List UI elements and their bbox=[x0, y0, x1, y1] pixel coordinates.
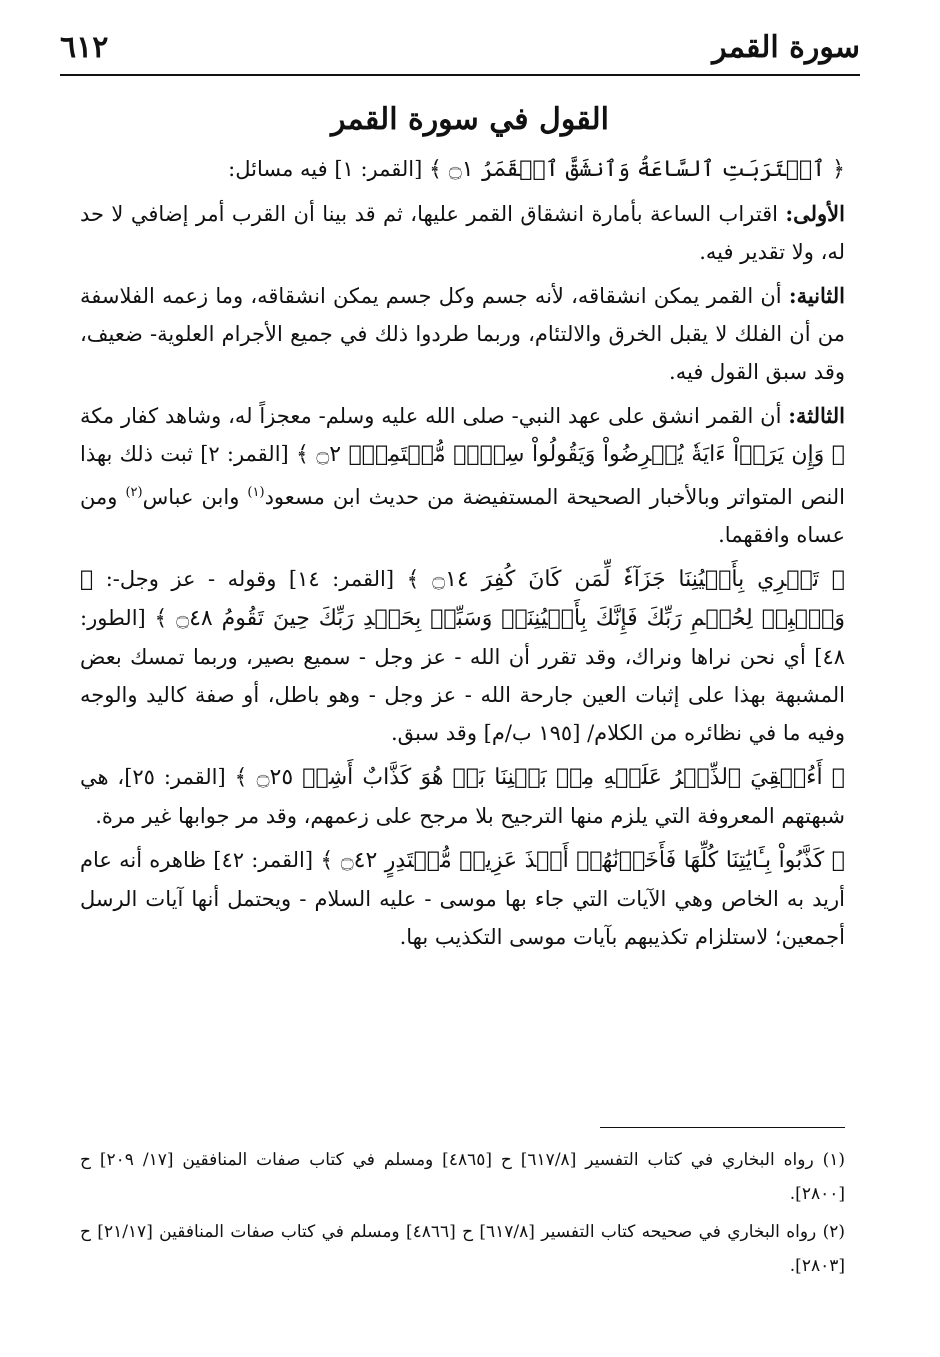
header-divider bbox=[60, 74, 860, 76]
paragraph-text: اقتراب الساعة بأمارة انشقاق القمر عليها، ثم قد بينا أن القرب أمر إضافي لا حد له، ولا تقدير فيه. bbox=[80, 202, 845, 264]
quran-verse: ﴿ وَإِن يَرَوۡاْ ءَايَةٗ يُعۡرِضُواْ وَيَقُولُواْ سِحۡرٞ مُّسۡتَمِرّٞ ۝٢ ﴾ bbox=[295, 442, 846, 467]
quran-verse: ﴿ ٱقۡتَرَبَتِ ٱلسَّاعَةُ وَٱنشَقَّ ٱلۡقَمَرُ ۝١ ﴾ bbox=[429, 157, 845, 182]
paragraph-text: وابن عباس bbox=[142, 485, 240, 509]
paragraph-eyes-verse bbox=[80, 560, 845, 752]
quran-verse: ﴿ وَٱصۡبِرۡ لِحُكۡمِ رَبِّكَ فَإِنَّكَ بِأَعۡيُنِنَاۖ وَسَبِّحۡ بِحَمۡدِ رَبِّكَ حِينَ تَقُومُ ۝٤٨ ﴾ bbox=[80, 567, 845, 631]
running-header-surah-name: سورة القمر bbox=[712, 30, 860, 65]
paragraph-text: [القمر: ١] فيه مسائل: bbox=[228, 157, 423, 181]
main-text bbox=[80, 150, 845, 962]
paragraph-text: ومن عساه وافقهما. bbox=[80, 485, 845, 547]
footnote-ref-2[interactable]: (٢) bbox=[125, 485, 143, 500]
footnote-2: (٢) رواه البخاري في صحيحه كتاب التفسير [٦١٧/٨] ح [٤٨٦٦] ومسلم في كتاب صفات المنافقين [٢١/١٧] ح [٢٨٠٣]. bbox=[80, 1222, 846, 1276]
paragraph-second-issue bbox=[80, 277, 845, 391]
paragraph-text: أن القمر يمكن انشقاقه، لأنه جسم وكل جسم يمكن انشقاقه، وما زعمه الفلاسفة من أن الفلك لا يقبل الخرق والالتئام، وربما طردوا ذلك في جميع الأجرام العلوية- ضعيف، وقد سبق القول فيه. bbox=[80, 284, 845, 384]
footnote-ref-1[interactable]: (١) bbox=[247, 485, 265, 500]
issue-label: الأولى: bbox=[785, 201, 845, 226]
paragraph-text: [القمر: ٢] ثبت ذلك بهذا النص المتواتر وبالأخبار الصحيحة المستفيضة من حديث ابن مسعود bbox=[80, 442, 846, 509]
paragraph-text: [القمر: ٢٥]، هي شبهتهم المعروفة التي يلزم منها الترجيح بلا مرجح على زعمهم، وقد مر جوابها غير مرة. bbox=[80, 765, 845, 828]
paragraph-opening-verse bbox=[80, 150, 845, 189]
paragraph-first-issue bbox=[80, 195, 845, 271]
paragraph-text: [القمر: ٤٢] ظاهره أنه عام أريد به الخاص وهي الآيات التي جاء بها موسى - عليه السلام - ويحتمل أنها آيات الرسل أجمعين؛ لاستلزام تكذيبهم بآيات موسى التكذيب بها. bbox=[80, 848, 845, 949]
paragraph-text: [القمر: ١٤] وقوله - عز وجل-: bbox=[105, 567, 395, 591]
paragraph-dhikr-verse bbox=[80, 758, 845, 835]
footnotes bbox=[80, 1143, 845, 1287]
footnote-divider bbox=[600, 1127, 845, 1128]
running-header bbox=[60, 28, 860, 72]
paragraph-third-issue bbox=[80, 397, 845, 554]
paragraph-signs-verse bbox=[80, 841, 845, 956]
paragraph-text: أن القمر انشق على عهد النبي- صلى الله عليه وسلم- معجزاً له، وشاهد كفار مكة bbox=[80, 404, 782, 428]
footnote-1: (١) رواه البخاري في كتاب التفسير [٦١٧/٨] ح [٤٨٦٥] ومسلم في كتاب صفات المنافقين [١٧/ ٢٠٩] ح [٢٨٠٠]. bbox=[80, 1150, 845, 1204]
quran-verse: ﴿ أَءُلۡقِيَ ٱلذِّكۡرُ عَلَيۡهِ مِنۢ بَيۡنِنَا بَلۡ هُوَ كَذَّابٌ أَشِرٞ ۝٢٥ ﴾ bbox=[234, 765, 845, 790]
quran-verse: ﴿ تَجۡرِي بِأَعۡيُنِنَا جَزَآءٗ لِّمَن كَانَ كُفِرَ ۝١٤ ﴾ bbox=[406, 567, 845, 592]
page-number: ٦١٢ bbox=[60, 30, 109, 65]
issue-label: الثانية: bbox=[788, 283, 845, 308]
issue-label: الثالثة: bbox=[788, 403, 845, 428]
quran-verse: ﴿ كَذَّبُواْ بِـَٔايَٰتِنَا كُلِّهَا فَأَخَذۡنَٰهُمۡ أَخۡذَ عَزِيزٖ مُّقۡتَدِرٍ ۝٤٢ ﴾ bbox=[320, 848, 845, 873]
section-title: القول في سورة القمر bbox=[330, 102, 609, 137]
paragraph-text: [الطور: ٤٨] أي نحن نراها ونراك، وقد تقرر أن الله - عز وجل - سميع بصير، وربما تمسك بعض المشبهة بهذا على إثبات العين جارحة الله - عز وجل - وهو باطل، أو صفة كاليد والوجه وفيه ما في نظائره من الكلام/ [١٩٥ ب/م] وقد سبق. bbox=[80, 606, 845, 745]
